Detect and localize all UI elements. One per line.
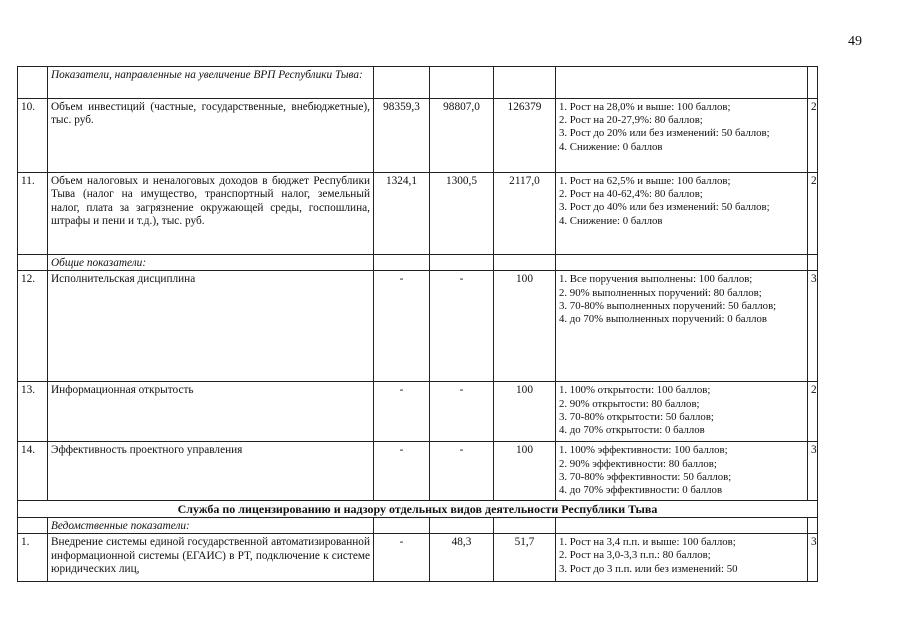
criteria-item: 4. Снижение: 0 баллов [559,140,663,153]
criteria-item: 3. Рост до 40% или без изменений: 50 баллов; [559,201,770,214]
criteria-item: 4. Снижение: 0 баллов [559,214,663,227]
criteria-item: 2. 90% открытости: 80 баллов; [559,397,700,410]
value-2: 48,3 [430,534,494,582]
criteria-item: 2. 90% эффективности: 80 баллов; [559,457,717,470]
criteria-item: 4. до 70% эффективности: 0 баллов [559,484,723,497]
criteria-list [556,534,808,582]
criteria-item: 3. Рост до 20% или без изменений: 50 баллов; [559,127,770,140]
empty-cell [18,67,48,99]
table-row [18,382,818,442]
criteria-item: 1. 100% открытости: 100 баллов; [559,384,711,397]
criteria-item: 1. Рост на 3,4 п.п. и выше: 100 баллов; [559,536,736,549]
row-number: 12. [18,271,48,382]
page-number: 49 [848,34,862,49]
criteria-item: 1. Все поручения выполнены: 100 баллов; [559,273,753,286]
criteria-item: 2. Рост на 40-62,4%: 80 баллов; [559,188,703,201]
score: 2 [808,99,818,173]
empty-cell [808,517,818,533]
table-row [18,534,818,582]
criteria-item: 1. Рост на 62,5% и выше: 100 баллов; [559,175,731,187]
row-number: 11. [18,173,48,255]
criteria-item: 1. Рост на 28,0% и выше: 100 баллов; [559,101,731,113]
value-3: 2117,0 [494,173,556,255]
empty-cell [808,67,818,99]
empty-cell [374,255,430,271]
table-row [18,271,818,382]
value-2: - [430,271,494,382]
value-1: - [374,442,430,501]
indicator-name: Объем инвестиций (частные, государственные, внебюджетные), тыс. руб. [48,99,374,173]
criteria-item: 2. Рост на 20-27,9%: 80 баллов; [559,114,703,127]
indicator-name: Внедрение системы единой государственной автоматизированной информационной системы (ЕГАИС) в РТ, подключение к системе юридических лиц, [48,534,374,582]
section-row [18,501,818,517]
empty-cell [374,67,430,99]
value-2: - [430,442,494,501]
value-3: 126379 [494,99,556,173]
score: 3 [808,442,818,501]
value-1: - [374,382,430,442]
empty-cell [556,67,808,99]
indicators-table [17,66,818,582]
value-1: 1324,1 [374,173,430,255]
criteria-list [556,271,808,382]
empty-cell [556,255,808,271]
value-1: 98359,3 [374,99,430,173]
criteria-item: 2. 90% выполненных поручений: 80 баллов; [559,286,762,299]
empty-cell [494,517,556,533]
criteria-item: 4. до 70% открытости: 0 баллов [559,424,705,437]
row-number: 10. [18,99,48,173]
criteria-item: 2. Рост на 3,0-3,3 п.п.: 80 баллов; [559,549,711,562]
group-row [18,67,818,99]
empty-cell [808,255,818,271]
empty-cell [494,255,556,271]
value-3: 100 [494,442,556,501]
value-2: 1300,5 [430,173,494,255]
criteria-list [556,442,808,501]
empty-cell [430,517,494,533]
score: 2 [808,382,818,442]
table-row [18,442,818,501]
value-3: 100 [494,271,556,382]
indicator-name: Информационная открытость [48,382,374,442]
indicator-name: Исполнительская дисциплина [48,271,374,382]
group-row [18,255,818,271]
criteria-item: 4. до 70% выполненных поручений: 0 баллов [559,313,767,326]
criteria-item: 3. 70-80% открытости: 50 баллов; [559,410,714,423]
indicator-name: Эффективность проектного управления [48,442,374,501]
value-1: - [374,534,430,582]
criteria-item: 3. 70-80% выполненных поручений: 50 баллов; [559,299,777,312]
section-title: Служба по лицензированию и надзору отдельных видов деятельности Республики Тыва [18,501,818,517]
empty-cell [374,517,430,533]
row-number: 1. [18,534,48,582]
criteria-item: 3. Рост до 3 п.п. или без изменений: 50 [559,562,738,575]
group-row [18,517,818,533]
score: 3 [808,534,818,582]
row-number: 14. [18,442,48,501]
value-2: 98807,0 [430,99,494,173]
value-1: - [374,271,430,382]
empty-cell [430,255,494,271]
group-label: Показатели, направленные на увеличение ВРП Республики Тыва: [48,67,374,99]
table-row [18,173,818,255]
criteria-list [556,173,808,255]
group-label: Общие показатели: [48,255,374,271]
empty-cell [18,255,48,271]
table-row [18,99,818,173]
value-3: 100 [494,382,556,442]
row-number: 13. [18,382,48,442]
indicator-name: Объем налоговых и неналоговых доходов в бюджет Республики Тыва (налог на имущество, транспортный налог, земельный налог, плата за загрязнение окружающей среды, госпошлина, штрафы и пени и т.д.), тыс. руб. [48,173,374,255]
empty-cell [18,517,48,533]
score: 3 [808,271,818,382]
value-3: 51,7 [494,534,556,582]
value-2: - [430,382,494,442]
criteria-list [556,382,808,442]
empty-cell [556,517,808,533]
empty-cell [430,67,494,99]
empty-cell [494,67,556,99]
criteria-item: 3. 70-80% эффективности: 50 баллов; [559,470,732,483]
criteria-item: 1. 100% эффективности: 100 баллов; [559,444,728,457]
criteria-list [556,99,808,173]
score: 2 [808,173,818,255]
group-label: Ведомственные показатели: [48,517,374,533]
